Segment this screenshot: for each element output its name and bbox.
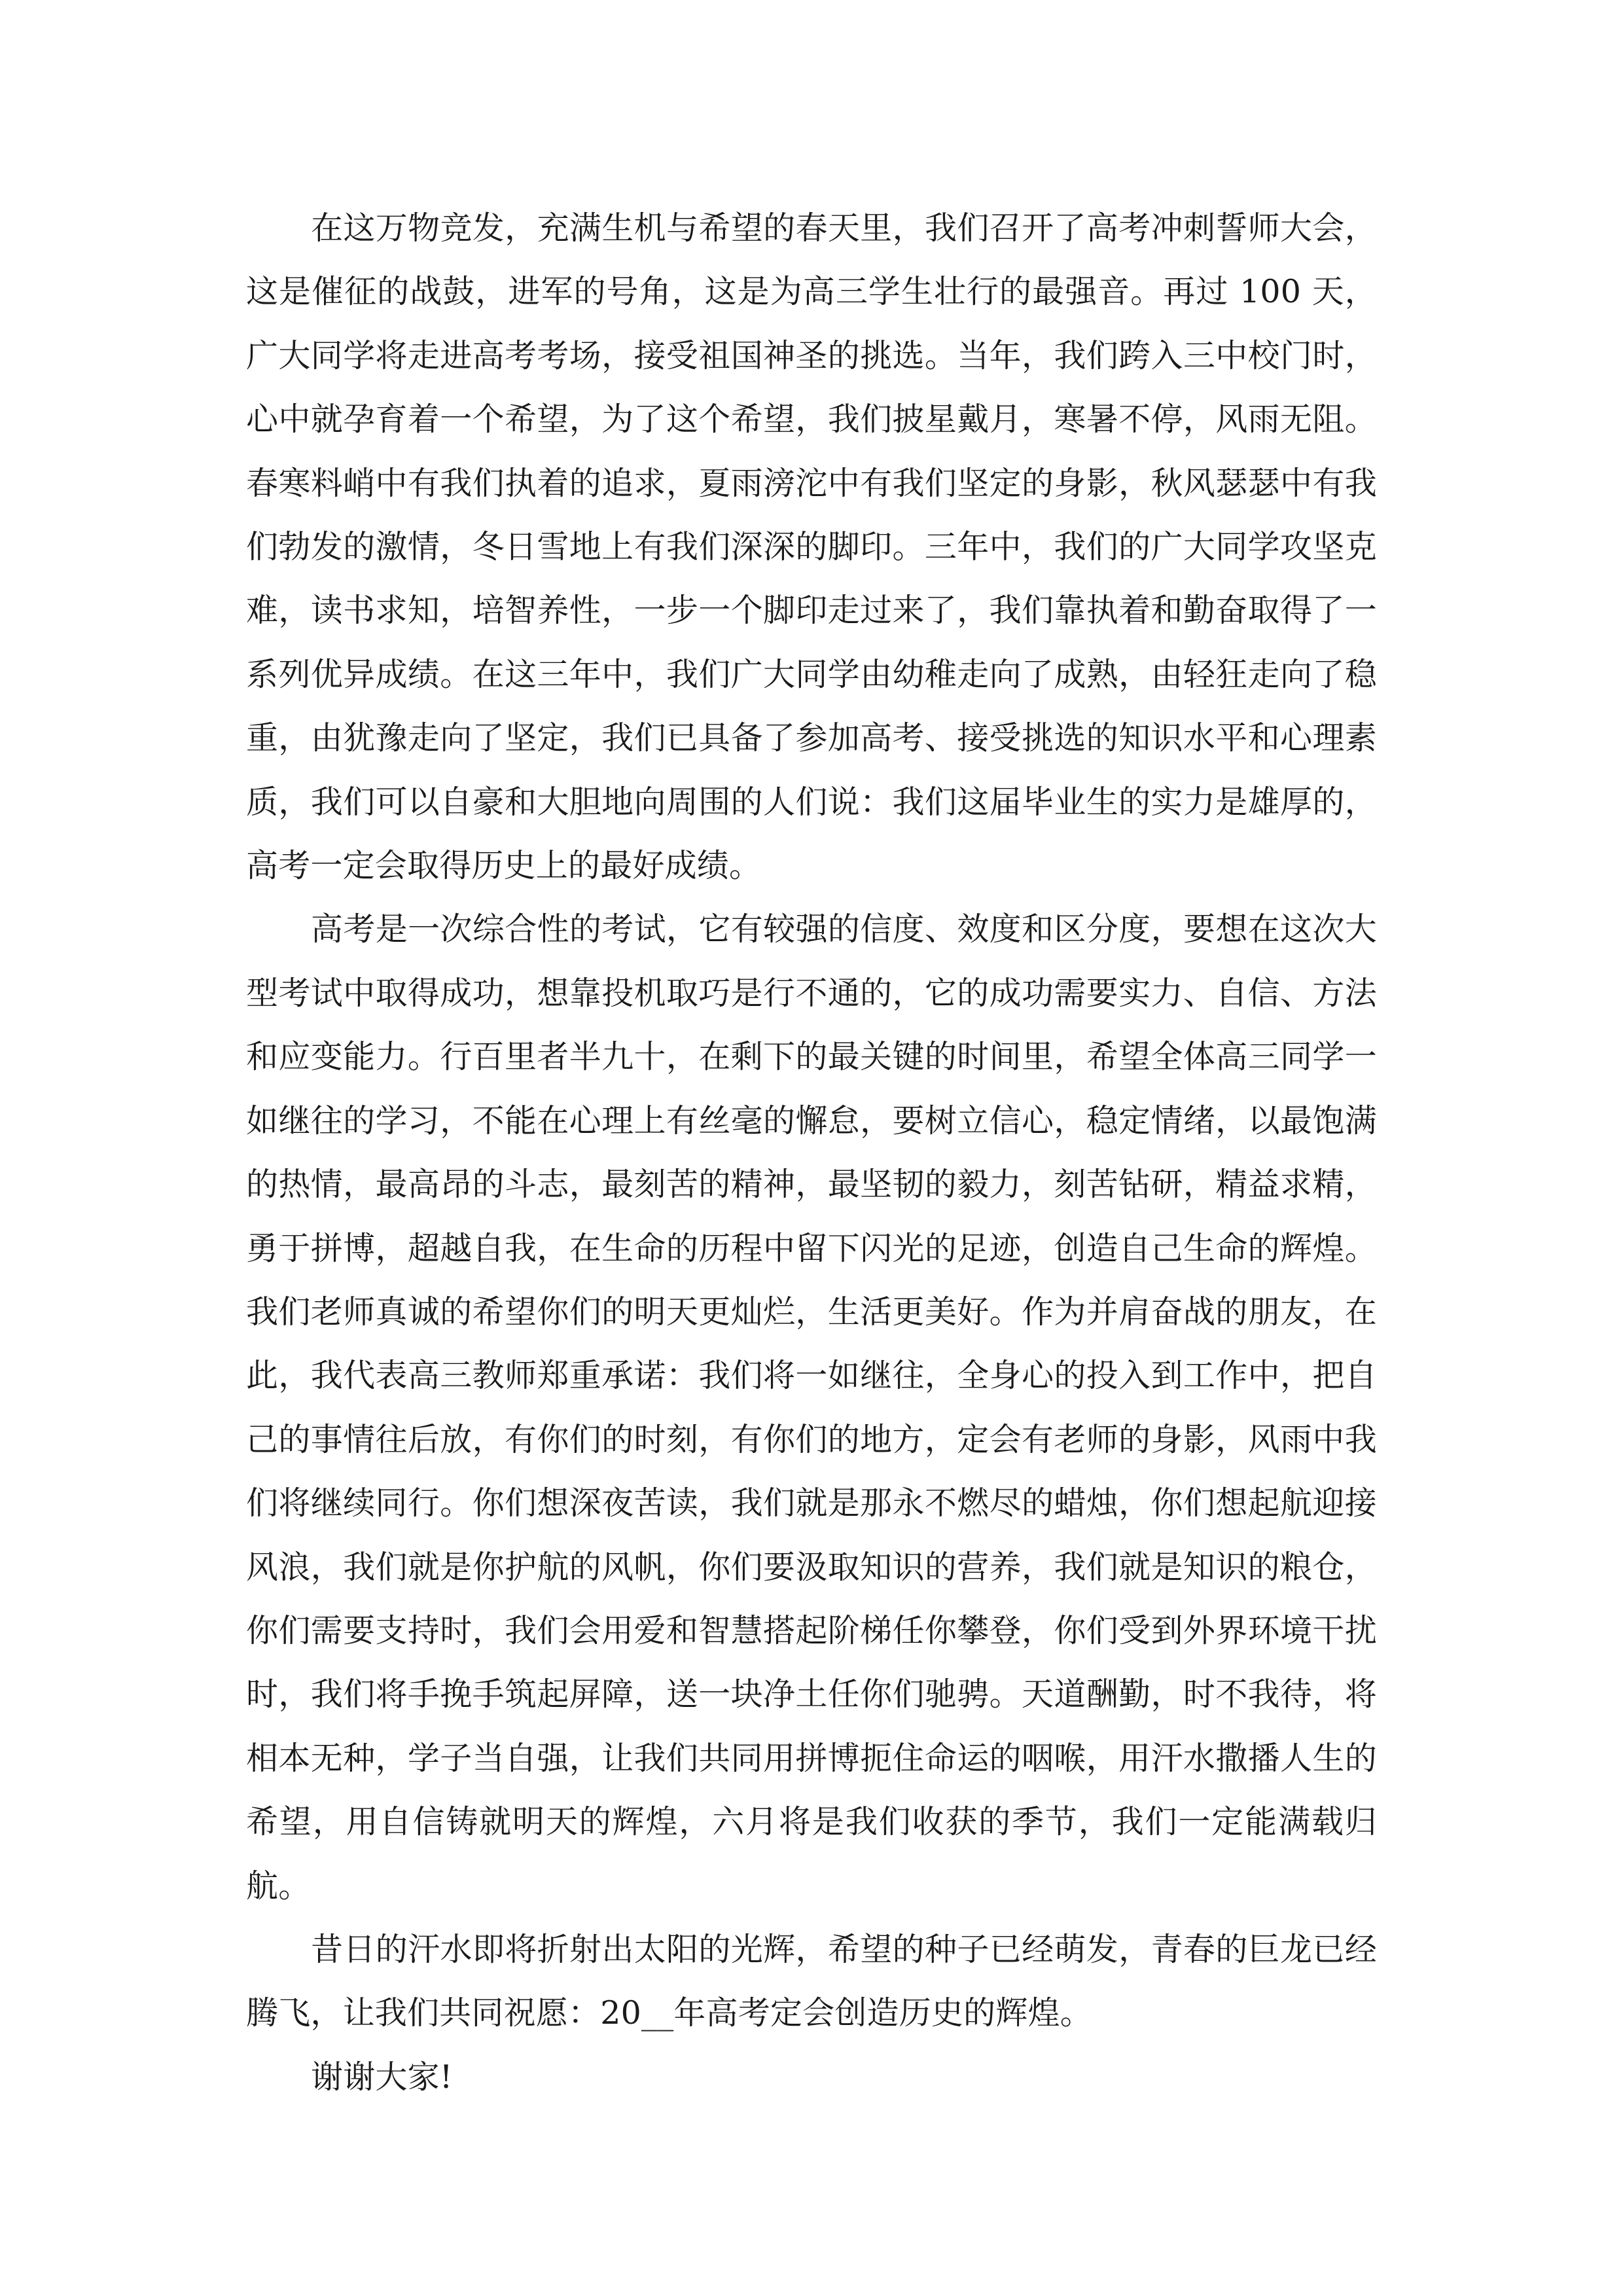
paragraph-1: 在这万物竞发，充满生机与希望的春天里，我们召开了高考冲刺誓师大会，这是催征的战鼓，进军的号角，这是为高三学生壮行的最强音。再过 100 天，广大同学将走进高考考场，接受祖国神圣的挑选。当年，我们跨入三中校门时，心中就孕育着一个希望，为了这个希望，我们披星戴月，寒暑不停，风雨无阻。春寒料峭中有我们执着的追求，夏雨滂沱中有我们坚定的身影，秋风瑟瑟中有我们勃发的激情，冬日雪地上有我们深深的脚印。三年中，我们的广大同学攻坚克难，读书求知，培智养性，一步一个脚印走过来了，我们靠执着和勤奋取得了一系列优异成绩。在这三年中，我们广大同学由幼稚走向了成熟，由轻狂走向了稳重，由犹豫走向了坚定，我们已具备了参加高考、接受挑选的知识水平和心理素质，我们可以自豪和大胆地向周围的人们说：我们这届毕业生的实力是雄厚的，高考一定会取得历史上的最好成绩。 [246, 209, 1377, 885]
paragraph-3: 昔日的汗水即将折射出太阳的光辉，希望的种子已经萌发，青春的巨龙已经腾飞，让我们共同祝愿：20__年高考定会创造历史的辉煌。 [246, 1930, 1377, 2032]
document-body [246, 196, 1377, 2109]
paragraph-2: 高考是一次综合性的考试，它有较强的信度、效度和区分度，要想在这次大型考试中取得成功，想靠投机取巧是行不通的，它的成功需要实力、自信、方法和应变能力。行百里者半九十，在剩下的最关键的时间里，希望全体高三同学一如继往的学习，不能在心理上有丝毫的懈怠，要树立信心，稳定情绪，以最饱满的热情，最高昂的斗志，最刻苦的精神，最坚韧的毅力，刻苦钻研，精益求精，勇于拼博，超越自我，在生命的历程中留下闪光的足迹，创造自己生命的辉煌。我们老师真诚的希望你们的明天更灿烂，生活更美好。作为并肩奋战的朋友，在此，我代表高三教师郑重承诺：我们将一如继往，全身心的投入到工作中，把自己的事情往后放，有你们的时刻，有你们的地方，定会有老师的身影，风雨中我们将继续同行。你们想深夜苦读，我们就是那永不燃尽的蜡烛，你们想起航迎接风浪，我们就是你护航的风帆，你们要汲取知识的营养，我们就是知识的粮仓，你们需要支持时，我们会用爱和智慧搭起阶梯任你攀登，你们受到外界环境干扰时，我们将手挽手筑起屏障，送一块净土任你们驰骋。天道酬勤，时不我待，将相本无种，学子当自强，让我们共同用拼博扼住命运的咽喉，用汗水撒播人生的希望，用自信铸就明天的辉煌，六月将是我们收获的季节，我们一定能满载归航。 [246, 910, 1377, 1905]
paragraph-4: 谢谢大家! [311, 2058, 453, 2096]
